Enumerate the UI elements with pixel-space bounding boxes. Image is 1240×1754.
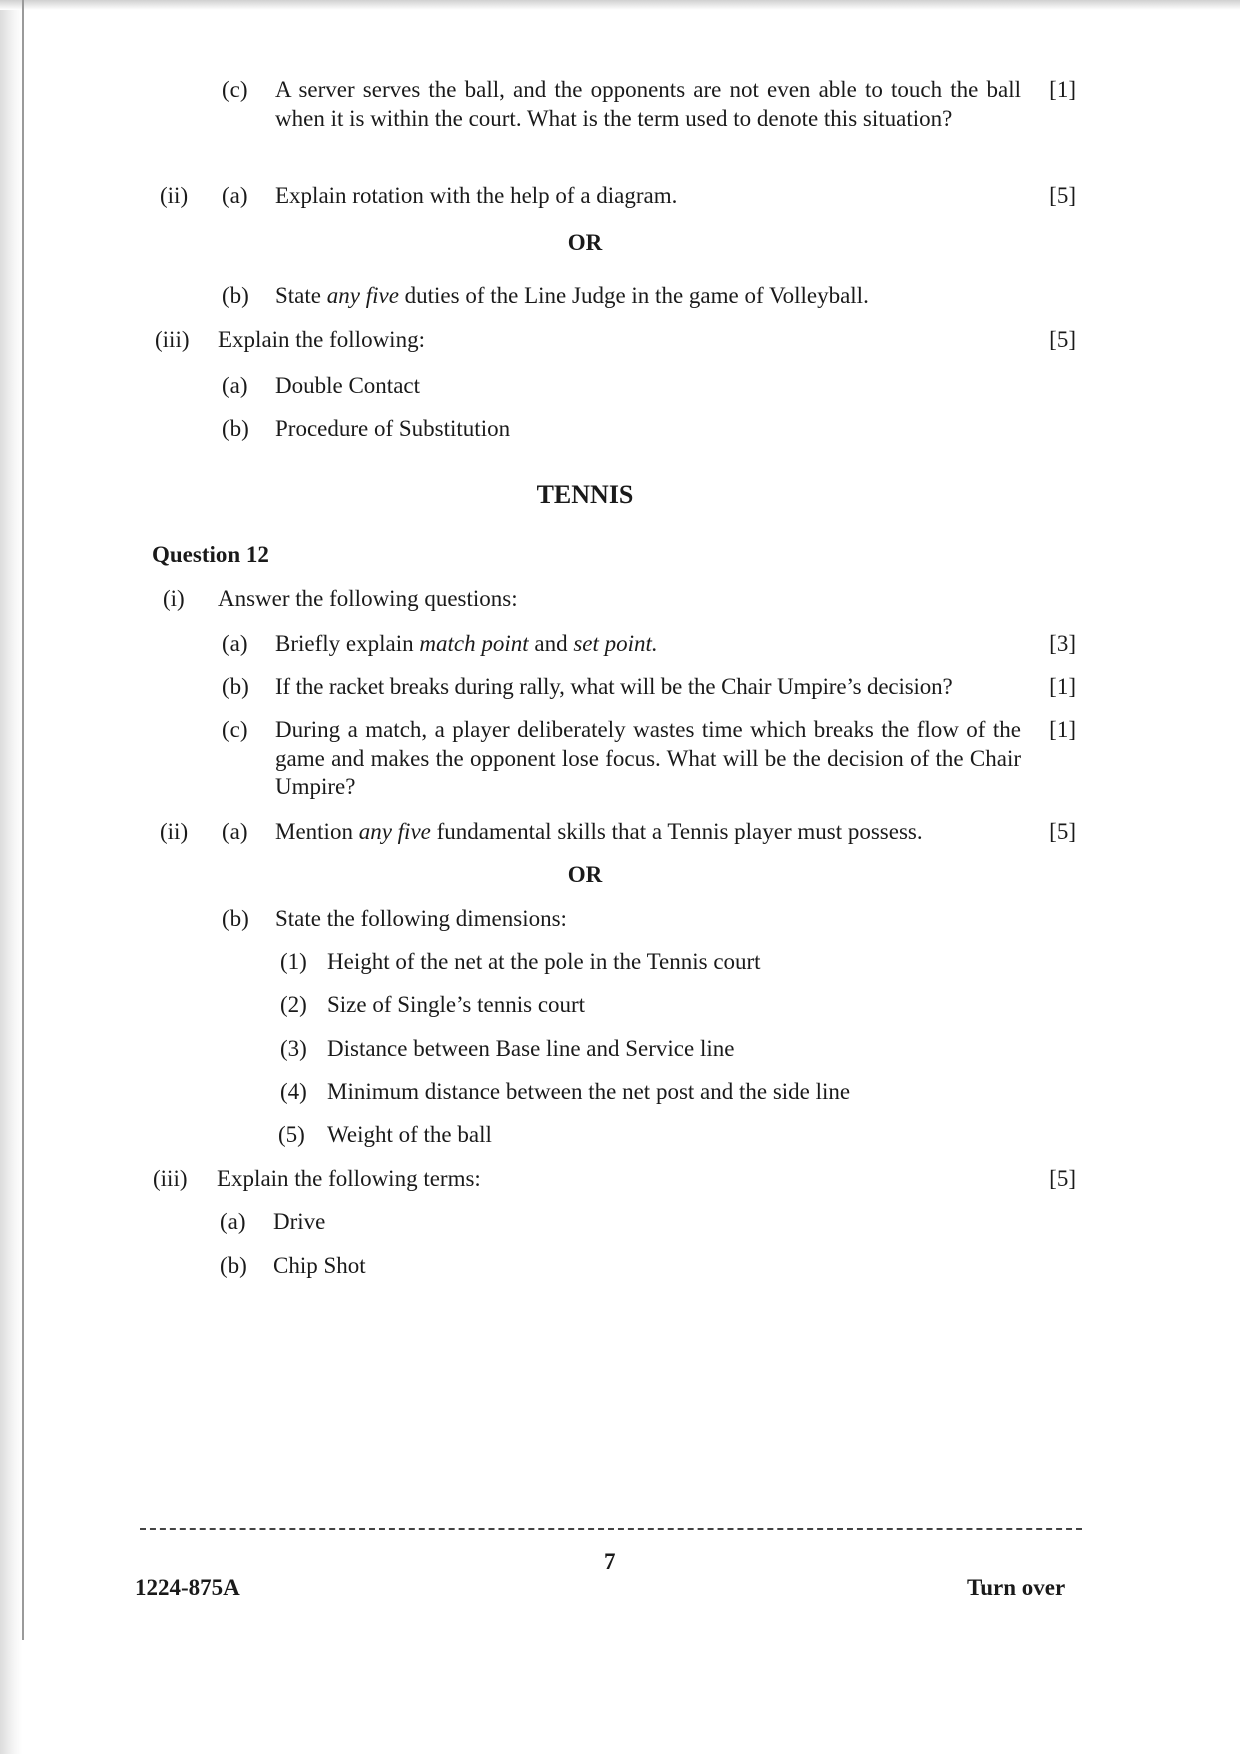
label-iii: (iii)	[155, 327, 190, 352]
dim-text: Minimum distance between the net post and the side line	[327, 1079, 851, 1104]
dim-text: Height of the net at the pole in the Tennis court	[327, 949, 761, 974]
marks-iii: [5]	[1049, 327, 1076, 352]
marks-t-i-a: [3]	[1049, 631, 1076, 656]
marks-t-i-b: [1]	[1049, 674, 1076, 699]
dim-num: (2)	[280, 992, 307, 1017]
label-c: (c)	[222, 77, 248, 102]
section-heading-tennis: TENNIS	[536, 480, 634, 509]
label-iii-a: (a)	[222, 373, 248, 398]
marks-t-i-c: [1]	[1049, 717, 1076, 742]
question-number: Question 12	[152, 542, 269, 567]
dim-num: (1)	[280, 949, 307, 974]
question-t-i-c-text: During a match, a player deliberately wastes time which breaks the flow of the game and makes the opponent lose focus. What will be the decision of the Chair Umpire?	[275, 717, 1021, 799]
question-t-i-text: Answer the following questions:	[218, 586, 518, 611]
dim-text: Size of Single’s tennis court	[327, 992, 586, 1017]
dim-text: Weight of the ball	[327, 1122, 492, 1147]
label-t-iii-a: (a)	[220, 1209, 246, 1234]
label-t-ii: (ii)	[160, 819, 189, 844]
question-t-iii-text: Explain the following terms:	[217, 1166, 481, 1191]
label-t-iii: (iii)	[153, 1166, 188, 1191]
dim-text: Distance between Base line and Service line	[327, 1036, 735, 1061]
scan-top-edge	[0, 0, 1240, 10]
question-t-ii-a-text: Mention any five fundamental skills that a Tennis player must possess.	[275, 819, 923, 844]
page-number: 7	[604, 1549, 616, 1574]
label-t-ii-a: (a)	[222, 819, 248, 844]
footer-dashed-rule	[140, 1528, 1082, 1530]
or-divider-2: OR	[567, 862, 603, 887]
question-t-i-b-text: If the racket breaks during rally, what will be the Chair Umpire’s decision?	[275, 674, 953, 699]
marks-t-ii-a: [5]	[1049, 819, 1076, 844]
marks-c: [1]	[1049, 77, 1076, 102]
label-iii-b: (b)	[222, 416, 249, 441]
dim-num: (4)	[280, 1079, 307, 1104]
or-divider-1: OR	[567, 230, 603, 255]
question-ii-a-text: Explain rotation with the help of a diagram.	[275, 183, 678, 208]
turn-over: Turn over	[967, 1575, 1066, 1600]
dim-num: (3)	[280, 1036, 307, 1061]
marks-ii-a: [5]	[1049, 183, 1076, 208]
paper-code: 1224-875A	[135, 1575, 240, 1600]
item-drive: Drive	[273, 1209, 326, 1234]
item-double-contact: Double Contact	[275, 373, 420, 398]
marks-t-iii: [5]	[1049, 1166, 1076, 1191]
label-t-i-b: (b)	[222, 674, 249, 699]
label-ii-a: (a)	[222, 183, 248, 208]
label-t-i-c: (c)	[222, 717, 248, 742]
label-t-i: (i)	[163, 586, 185, 611]
question-t-i-a-text: Briefly explain match point and set point.	[275, 631, 658, 656]
label-t-ii-b: (b)	[222, 906, 249, 931]
label-ii-b: (b)	[222, 283, 249, 308]
item-chip-shot: Chip Shot	[273, 1253, 366, 1278]
question-iii-text: Explain the following:	[218, 327, 425, 352]
label-t-iii-b: (b)	[220, 1253, 247, 1278]
item-substitution: Procedure of Substitution	[275, 416, 511, 441]
label-ii: (ii)	[160, 183, 189, 208]
question-ii-b-text: State any five duties of the Line Judge in the game of Volleyball.	[275, 283, 869, 308]
label-t-i-a: (a)	[222, 631, 248, 656]
dim-num: (5)	[278, 1122, 305, 1147]
question-c-text: A server serves the ball, and the opponents are not even able to touch the ball when it is within the court. What is the term used to denote this situation?	[275, 77, 1021, 131]
question-t-ii-b-text: State the following dimensions:	[275, 906, 567, 931]
